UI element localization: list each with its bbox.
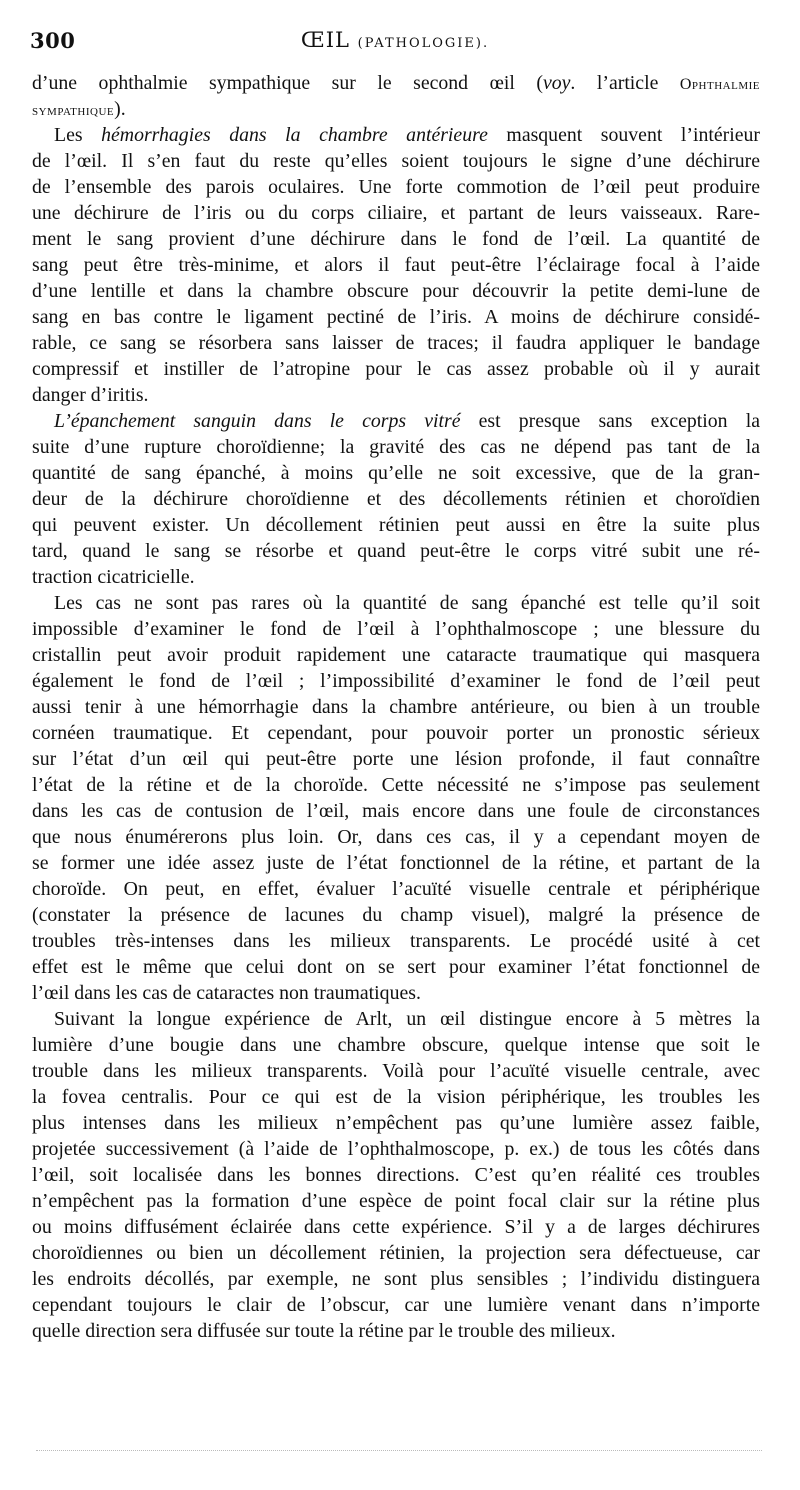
text-segment: quelle direction sera diffusée sur toute la rétine par le trouble des milieux. [32, 1320, 616, 1342]
text-line [32, 512, 760, 538]
footer-rule [36, 1450, 762, 1451]
text-line [32, 1058, 760, 1084]
text-segment: l’œil dans les cas de cataractes non traumatiques. [32, 982, 421, 1004]
text-line [32, 954, 760, 980]
text-segment: tard, quand le sang se résorbe et quand peut-être le corps vitré subit une ré- [32, 540, 760, 562]
text-line [32, 1136, 760, 1162]
running-head-title: ŒIL [300, 28, 350, 52]
running-head-subtitle: (PATHOLOGIE). [357, 36, 490, 51]
small-caps-text: Ophthalmie [679, 76, 760, 93]
text-segment: d’une ophthalmie sympathique sur le second œil ( [32, 72, 543, 94]
text-segment: . l’article [570, 72, 680, 94]
text-line [32, 200, 760, 226]
text-line [32, 1240, 760, 1266]
italic-text: hémorrhagies dans la chambre antérieure [101, 124, 488, 146]
italic-text: L’épanchement sanguin dans le corps vitré [54, 410, 461, 432]
text-line [32, 408, 760, 434]
text-segment: est presque sans exception la [460, 410, 760, 432]
text-line [32, 538, 760, 564]
text-segment: cristallin peut avoir produit rapidement une cataracte traumatique qui masquera [32, 644, 760, 666]
text-line [32, 642, 760, 668]
text-segment: ou moins diffusément éclairée dans cette expérience. S’il y a de larges déchirures [32, 1216, 760, 1238]
text-segment: dans les cas de contusion de l’œil, mais encore dans une foule de circonstances [32, 800, 760, 822]
text-line [32, 1162, 760, 1188]
text-line [32, 928, 760, 954]
text-segment: choroïdiennes ou bien un décollement rétinien, la projection sera défectueuse, car [32, 1242, 760, 1264]
text-line [32, 486, 760, 512]
body-text [32, 70, 760, 1344]
text-segment: (constater la présence de lacunes du champ visuel), malgré la présence de [32, 904, 760, 926]
text-line [32, 876, 760, 902]
text-segment: traction cicatricielle. [32, 566, 195, 588]
text-line [32, 1006, 760, 1032]
text-segment: sur l’état d’un œil qui peut-être porte une lésion profonde, il faut connaître [32, 748, 760, 770]
text-line [32, 1084, 760, 1110]
text-segment: compressif et instiller de l’atropine pour le cas assez probable où il y aurait [32, 358, 760, 380]
text-segment: ). [114, 98, 126, 120]
text-line [32, 382, 760, 408]
text-segment: se former une idée assez juste de l’état fonctionnel de la rétine, et partant de la [32, 852, 760, 874]
text-line [32, 720, 760, 746]
text-segment: deur de la déchirure choroïdienne et des décollements rétinien et choroïdien [32, 488, 760, 510]
text-line [32, 694, 760, 720]
text-segment: Suivant la longue expérience de Arlt, un œil distingue encore à 5 mètres la [54, 1008, 760, 1030]
italic-text: voy [542, 72, 571, 94]
text-segment: une déchirure de l’iris ou du corps ciliaire, et partant de leurs vaisseaux. Rare- [32, 202, 760, 224]
text-segment: de l’œil. Il s’en faut du reste qu’elles soient toujours le signe d’une déchirure [32, 150, 760, 172]
text-line [32, 460, 760, 486]
small-caps-text: sympathique [32, 102, 115, 119]
text-segment: sang en bas contre le ligament pectiné de l’iris. A moins de déchirure considé- [32, 306, 760, 328]
text-segment: quantité de sang épanché, à moins qu’elle ne soit excessive, que de la gran- [32, 462, 760, 484]
text-line [32, 1110, 760, 1136]
text-segment: n’empêchent pas la formation d’une espèce de point focal clair sur la rétine plus [32, 1190, 760, 1212]
text-segment: choroïde. On peut, en effet, évaluer l’acuïté visuelle centrale et périphérique [32, 878, 760, 900]
text-segment: Les [54, 124, 102, 146]
text-line [32, 590, 760, 616]
text-line [32, 1292, 760, 1318]
text-line [32, 616, 760, 642]
text-line [32, 798, 760, 824]
text-segment: lumière d’une bougie dans une chambre obscure, quelque intense que soit le [32, 1034, 760, 1056]
text-line [32, 980, 760, 1006]
text-line [32, 668, 760, 694]
text-line [32, 746, 760, 772]
text-segment: troubles très-intenses dans les milieux transparents. Le procédé usité à cet [32, 930, 760, 952]
text-line [32, 304, 760, 330]
text-segment: ment le sang provient d’une déchirure dans le fond de l’œil. La quantité de [32, 228, 760, 250]
text-segment: aussi tenir à une hémorrhagie dans la chambre antérieure, ou bien à un trouble [32, 696, 760, 718]
text-segment: Les cas ne sont pas rares où la quantité de sang épanché est telle qu’il soit [54, 592, 760, 614]
text-line [32, 824, 760, 850]
page-number: 300 [30, 28, 76, 53]
running-head [30, 28, 760, 52]
text-segment: que nous énumérerons plus loin. Or, dans ces cas, il y a cependant moyen de [32, 826, 760, 848]
text-segment: suite d’une rupture choroïdienne; la gravité des cas ne dépend pas tant de la [32, 436, 760, 458]
text-line [32, 356, 760, 382]
text-line [32, 772, 760, 798]
text-line [32, 96, 760, 122]
page-header [30, 28, 760, 64]
text-line [32, 850, 760, 876]
text-segment: la fovea centralis. Pour ce qui est de la vision périphérique, les troubles les [32, 1086, 760, 1108]
text-segment: danger d’iritis. [32, 384, 149, 406]
text-line [32, 1266, 760, 1292]
text-segment: projetée successivement (à l’aide de l’ophthalmoscope, p. ex.) de tous les côtés dans [32, 1138, 760, 1160]
text-line [32, 902, 760, 928]
text-segment: d’une lentille et dans la chambre obscure pour découvrir la petite demi-lune de [32, 280, 760, 302]
text-line [32, 330, 760, 356]
text-line [32, 434, 760, 460]
text-line [32, 174, 760, 200]
text-segment: cependant toujours le clair de l’obscur, car une lumière venant dans n’importe [32, 1294, 760, 1316]
text-line [32, 148, 760, 174]
text-segment: plus intenses dans les milieux n’empêchent pas qu’une lumière assez faible, [32, 1112, 760, 1134]
text-segment: trouble dans les milieux transparents. Voilà pour l’acuïté visuelle centrale, avec [32, 1060, 760, 1082]
text-segment: l’état de la rétine et de la choroïde. Cette nécessité ne s’impose pas seulement [32, 774, 760, 796]
text-line [32, 1318, 760, 1344]
text-segment: l’œil, soit localisée dans les bonnes directions. C’est qu’en réalité ces troubles [32, 1164, 760, 1186]
text-line [32, 1214, 760, 1240]
text-segment: de l’ensemble des parois oculaires. Une forte commotion de l’œil peut produire [32, 176, 760, 198]
text-segment: qui peuvent exister. Un décollement rétinien peut aussi en être la suite plus [32, 514, 760, 536]
text-line [32, 226, 760, 252]
text-line [32, 1032, 760, 1058]
text-segment: rable, ce sang se résorbera sans laisser de traces; il faudra appliquer le bandage [32, 332, 760, 354]
text-segment: impossible d’examiner le fond de l’œil à l’ophthalmoscope ; une blessure du [32, 618, 760, 640]
text-line [32, 70, 760, 96]
text-segment: également le fond de l’œil ; l’impossibilité d’examiner le fond de l’œil peut [32, 670, 760, 692]
text-line [32, 122, 760, 148]
text-line [32, 1188, 760, 1214]
text-segment: sang peut être très-minime, et alors il faut peut-être l’éclairage focal à l’aide [32, 254, 760, 276]
text-line [32, 564, 760, 590]
text-line [32, 278, 760, 304]
text-segment: les endroits décollés, par exemple, ne sont plus sensibles ; l’individu distinguera [32, 1268, 760, 1290]
text-segment: cornéen traumatique. Et cependant, pour pouvoir porter un pronostic sérieux [32, 722, 760, 744]
text-segment: masquent souvent l’intérieur [487, 124, 760, 146]
text-line [32, 252, 760, 278]
text-segment: effet est le même que celui dont on se sert pour examiner l’état fonctionnel de [32, 956, 760, 978]
